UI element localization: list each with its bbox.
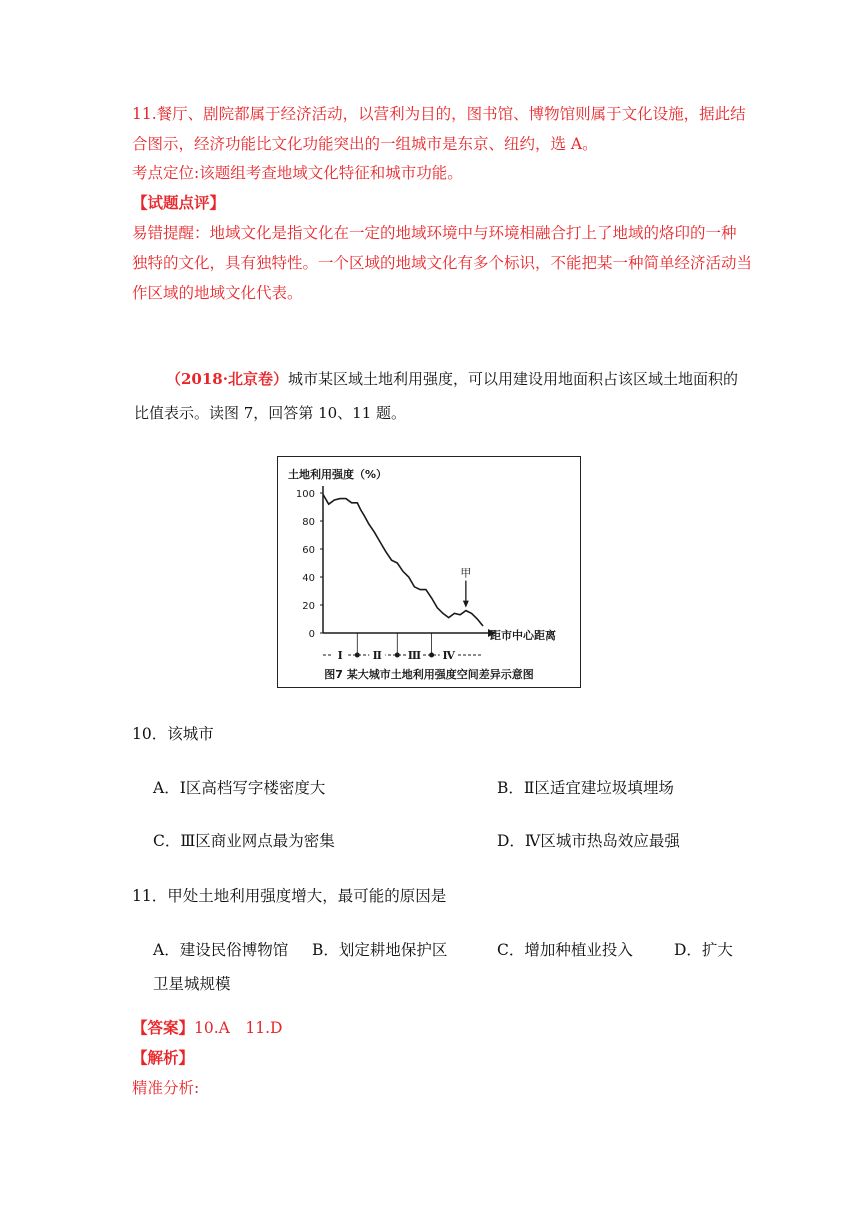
q10-option-c: C．Ⅲ区商业网点最为密集 xyxy=(153,832,335,850)
zone-label: Ⅰ xyxy=(337,649,343,662)
exam-source: （2018·北京卷） xyxy=(166,370,288,388)
analysis-label: 【解析】 xyxy=(132,1048,195,1067)
error-tip-line-2: 独特的文化，具有独特性。一个区域的地域文化有多个标识，不能把某一种简单经济活动当 xyxy=(132,254,753,272)
intro-text-1: 城市某区域土地利用强度，可以用建设用地面积占该区域土地面积的 xyxy=(287,370,738,388)
y-tick-label: 0 xyxy=(308,629,315,640)
error-tip-line-1: 易错提醒：地域文化是指文化在一定的地域环境中与环境相融合打上了地域的烙印的一种 xyxy=(132,224,737,242)
land-use-curve xyxy=(323,494,483,626)
answer-label: 【答案】 xyxy=(132,1018,195,1037)
zone-label: Ⅳ xyxy=(442,649,455,662)
y-tick-label: 100 xyxy=(295,489,315,500)
q10-option-b: B．Ⅱ区适宜建垃圾填埋场 xyxy=(497,779,674,797)
zone-label: Ⅲ xyxy=(407,649,422,662)
y-tick-label: 20 xyxy=(302,601,315,612)
q11-option-d: D．扩大 xyxy=(674,941,733,959)
y-axis-title: 土地利用强度（%） xyxy=(288,468,388,481)
error-tip-line-3: 作区域的地域文化代表。 xyxy=(132,284,303,302)
q11-option-b: B．划定耕地保护区 xyxy=(312,941,448,959)
y-tick-label: 80 xyxy=(302,517,315,528)
marker-arrow-head xyxy=(463,601,469,608)
intro-line-1 xyxy=(166,369,738,389)
explanation-line-1: 11.餐厅、剧院都属于经济活动，以营利为目的，图书馆、博物馆则属于文化设施，据此结 xyxy=(132,105,746,123)
figure-caption: 图7 某大城市土地利用强度空间差异示意图 xyxy=(324,668,534,681)
q11-option-a: A．建设民俗博物馆 xyxy=(153,941,289,959)
answer-line xyxy=(132,1018,282,1038)
exam-point-line: 考点定位:该题组考查地域文化特征和城市功能。 xyxy=(132,164,463,182)
q10-option-a: A．Ⅰ区高档写字楼密度大 xyxy=(153,779,326,797)
precise-analysis: 精准分析: xyxy=(132,1079,200,1097)
explanation-line-2: 合图示，经济功能比文化功能突出的一组城市是东京、纽约，选 A。 xyxy=(132,135,598,153)
y-tick-label: 60 xyxy=(302,545,315,556)
y-tick-label: 40 xyxy=(302,573,315,584)
intro-line-2: 比值表示。读图 7，回答第 10、11 题。 xyxy=(134,404,407,422)
q10-option-d: D．Ⅳ区城市热岛效应最强 xyxy=(497,832,680,850)
q11-stem: 11．甲处土地利用强度增大，最可能的原因是 xyxy=(132,887,447,905)
q11-option-d-continued: 卫星城规模 xyxy=(153,975,231,993)
x-axis-title: 距市中心距离 xyxy=(490,629,556,642)
q11-option-c: C．增加种植业投入 xyxy=(497,941,633,959)
answer-value: 10.A 11.D xyxy=(194,1019,283,1037)
marker-label: 甲 xyxy=(460,566,472,580)
land-use-chart xyxy=(278,457,580,687)
zone-label: Ⅱ xyxy=(372,649,382,662)
review-heading: 【试题点评】 xyxy=(132,193,226,212)
figure-7 xyxy=(277,456,581,688)
q10-stem: 10．该城市 xyxy=(132,725,214,743)
